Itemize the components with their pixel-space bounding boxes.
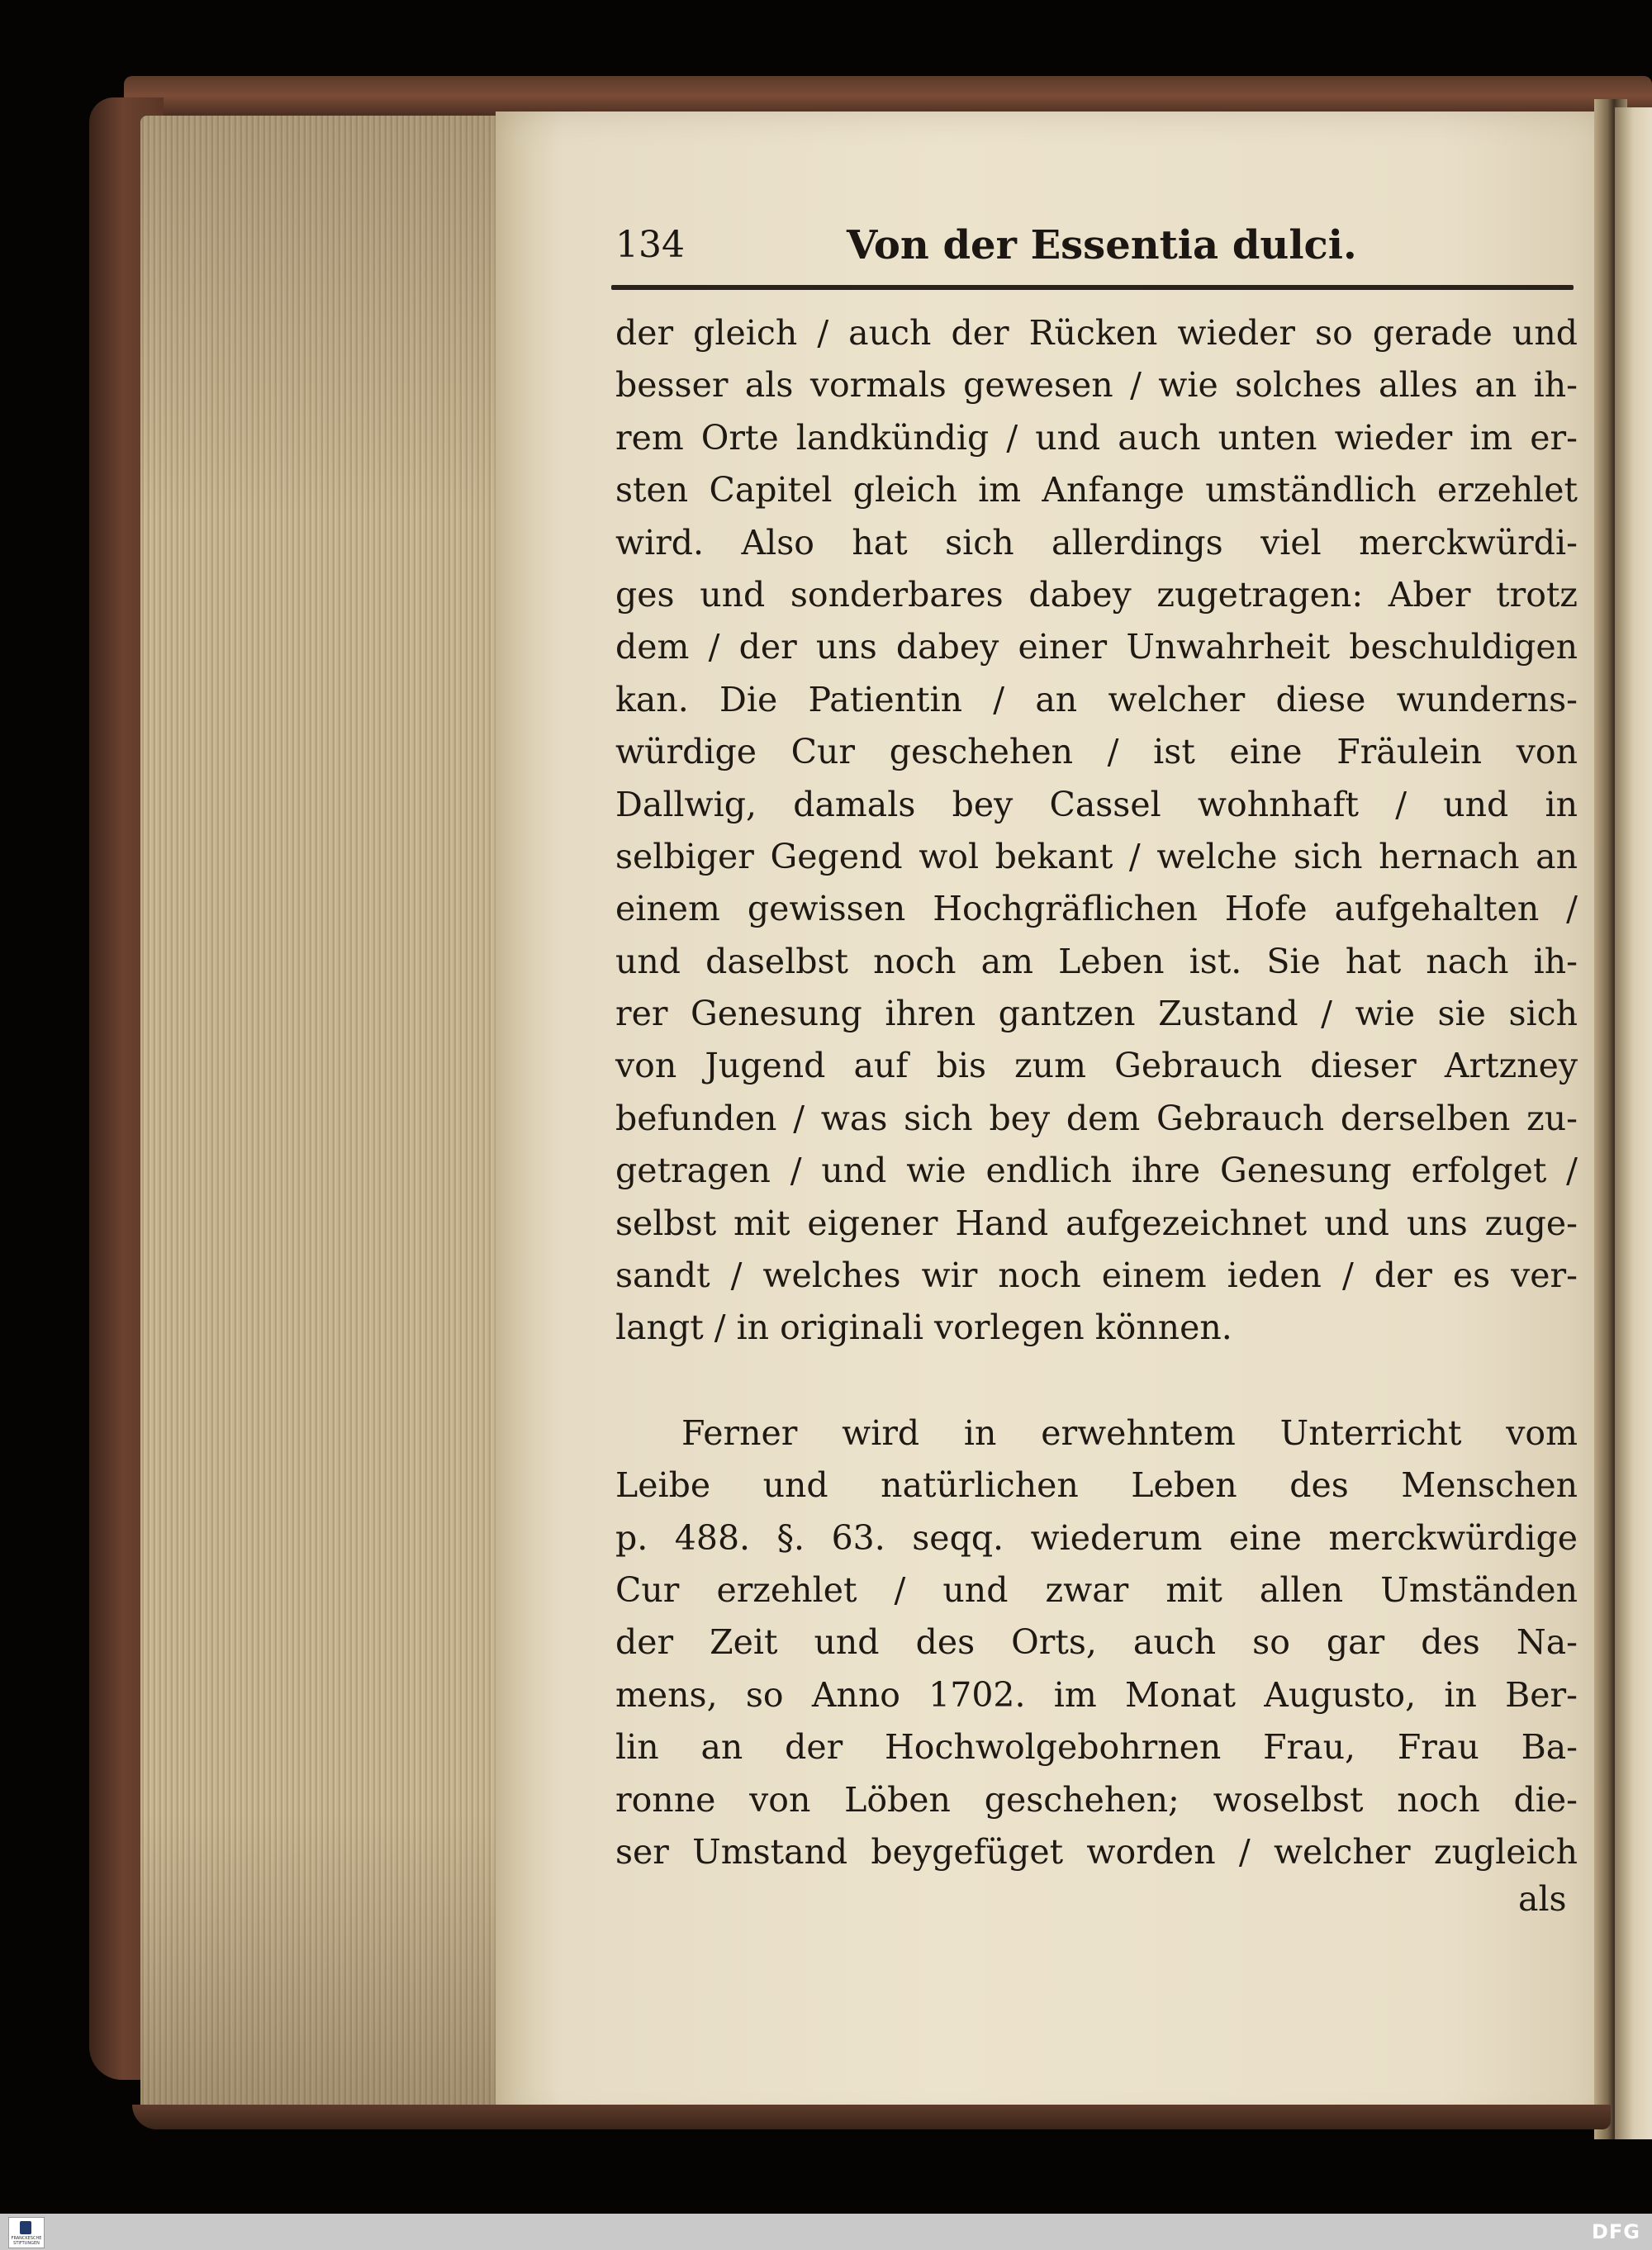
- text-line: ser Umstand beygefüget worden / welcher zugleich: [615, 1831, 1578, 1872]
- text-line: würdige Cur geschehen / ist eine Fräulein von: [615, 732, 1578, 772]
- page-number: 134: [615, 224, 685, 266]
- text-line: rer Genesung ihren gantzen Zustand / wie sie sich: [615, 994, 1578, 1034]
- running-title: Von der Essentia dulci.: [847, 222, 1357, 268]
- text-line: von Jugend auf bis zum Gebrauch dieser Artzney: [615, 1046, 1578, 1086]
- text-line: Cur erzehlet / und zwar mit allen Umständen: [615, 1569, 1578, 1610]
- text-line: lin an der Hochwolgebohrnen Frau, Frau Ba-: [615, 1727, 1578, 1768]
- text-line: Leibe und natürlichen Leben des Menschen: [615, 1465, 1578, 1506]
- running-head: [615, 216, 1574, 274]
- text-line: selbiger Gegend wol bekant / welche sich hernach an: [615, 836, 1578, 876]
- header-rule: [611, 285, 1574, 290]
- library-crest-icon: [20, 2221, 31, 2234]
- text-line: sandt / welches wir noch einem ieden / der es ver-: [615, 1256, 1578, 1296]
- dfg-logo: DFG: [1591, 2220, 1640, 2243]
- text-line: getragen / und wie endlich ihre Genesung erfolget /: [615, 1151, 1578, 1191]
- book-cover-top: [124, 76, 1652, 116]
- text-line: wird. Also hat sich allerdings viel merckwürdi-: [615, 522, 1578, 562]
- library-logo: [8, 2217, 45, 2248]
- text-line: ges und sonderbares dabey zugetragen: Aber trotz: [615, 574, 1578, 615]
- footer-bar: [0, 2214, 1652, 2250]
- text-line: selbst mit eigener Hand aufgezeichnet und uns zuge-: [615, 1203, 1578, 1243]
- text-line: der Zeit und des Orts, auch so gar des Na-: [615, 1622, 1578, 1663]
- book-cover-bottom: [132, 2105, 1611, 2129]
- text-line: mens, so Anno 1702. im Monat Augusto, in Ber-: [615, 1674, 1578, 1715]
- page-block-shade: [140, 116, 504, 2115]
- text-line: befunden / was sich bey dem Gebrauch derselben zu-: [615, 1098, 1578, 1138]
- text-line: ronne von Löben geschehen; woselbst noch die-: [615, 1779, 1578, 1820]
- text-line: p. 488. §. 63. seqq. wiederum eine merckwürdige: [615, 1517, 1578, 1558]
- text-line: besser als vormals gewesen / wie solches alles an ih-: [615, 365, 1578, 406]
- paragraph-gap: [615, 1355, 1578, 1407]
- text-line: sten Capitel gleich im Anfange umständlich erzehlet: [615, 470, 1578, 510]
- text-line: Dallwig, damals bey Cassel wohnhaft / und in: [615, 784, 1578, 824]
- body-text: [615, 307, 1578, 1878]
- text-line: kan. Die Patientin / an welcher diese wunderns-: [615, 679, 1578, 719]
- text-line: rem Orte landkündig / und auch unten wieder im er-: [615, 417, 1578, 458]
- right-page-edge: [1615, 107, 1652, 2139]
- text-line: der gleich / auch der Rücken wieder so gerade und: [615, 313, 1578, 353]
- catchword: als: [1518, 1879, 1567, 1919]
- text-line: dem / der uns dabey einer Unwahrheit beschuldigen: [615, 627, 1578, 667]
- text-line: und daselbst noch am Leben ist. Sie hat nach ih-: [615, 941, 1578, 981]
- text-line: Ferner wird in erwehntem Unterricht vom: [681, 1412, 1578, 1453]
- library-logo-text: FRANCKESCHE STIFTUNGEN: [11, 2236, 42, 2246]
- text-line: langt / in originali vorlegen können.: [615, 1308, 1232, 1348]
- text-line: einem gewissen Hochgräflichen Hofe aufgehalten /: [615, 889, 1578, 929]
